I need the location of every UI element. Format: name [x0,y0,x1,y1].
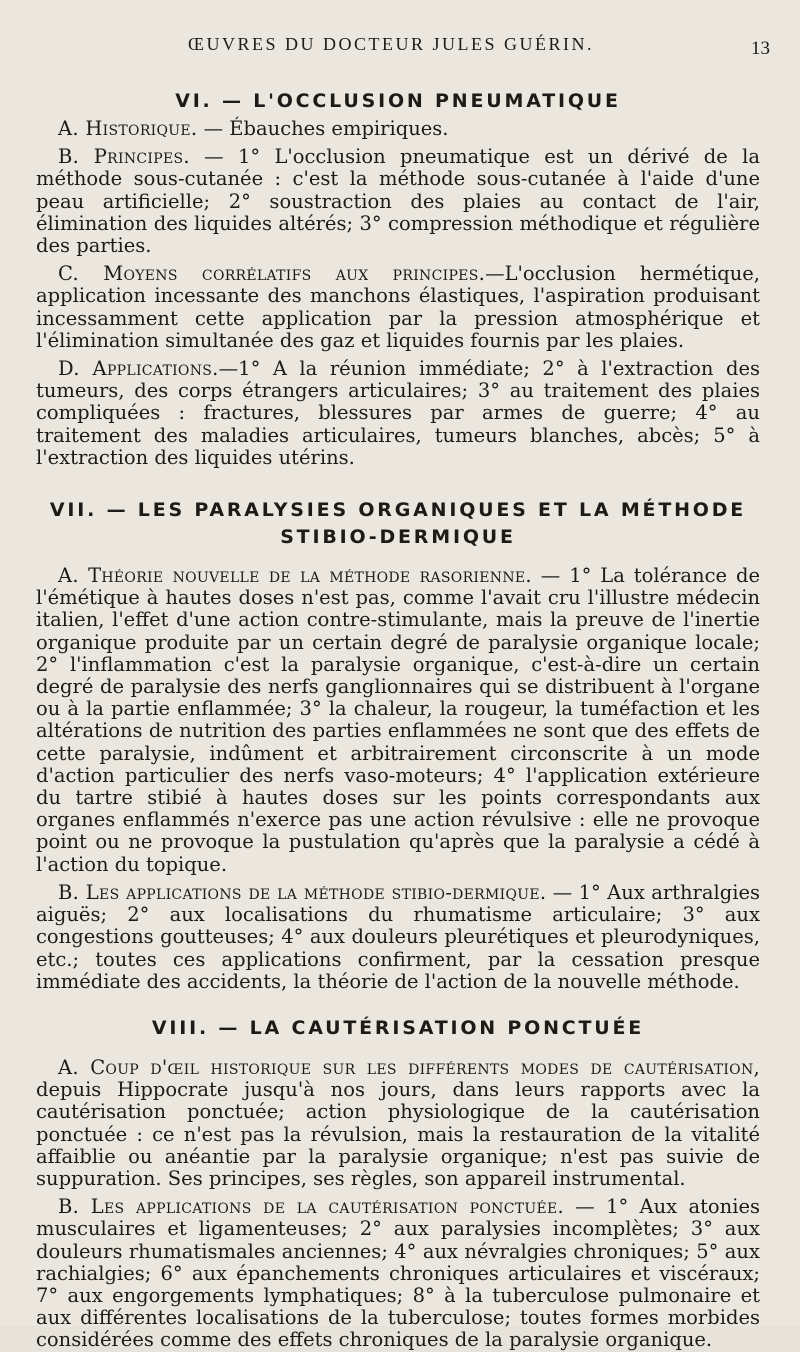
paragraph [36,358,760,469]
running-title: ŒUVRES DU DOCTEUR JULES GUÉRIN. [188,34,595,54]
paragraph-lead: D. Applications. [58,357,219,381]
paragraph-lead: B. Principes. [58,145,190,169]
paragraph [36,565,760,876]
paragraph-lead: B. Les applications de la méthode stibio-dermique. [58,880,547,904]
section-heading-line1: VII. — LES PARALYSIES ORGANIQUES ET LA MÉTHODE [49,499,747,522]
running-head [36,30,770,64]
paragraph [36,1057,760,1190]
paragraph-text: —L'occlusion hermétique, application incessante des manchons élastiques, l'aspiration produisant incessamment cette application par la pression atmosphérique et l'élimination simultanée des gaz et liquides fournis par les plaies. [36,262,761,352]
paragraph [36,146,760,257]
section-heading [36,497,760,551]
paragraph-lead: B. Les applications de la cautérisation ponctuée. [58,1195,565,1219]
section-heading: VI. — L'OCCLUSION PNEUMATIQUE [175,90,621,112]
section-vi [36,88,760,469]
paragraph-lead: A. Historique. [58,117,198,140]
paragraph-text: — 1° Aux arthralgies aiguës; 2° aux localisations du rhumatisme articulaire; 3° aux congestions goutteuses; 4° aux douleurs pleurétiques et pleurodyniques, etc.; toutes ces applications confirment, par la cessation presque immédiate des accidents, la théorie de l'action de la nouvelle méthode. [36,880,760,993]
section-heading: VIII. — LA CAUTÉRISATION PONCTUÉE [151,1016,645,1039]
paragraph-text: — 1° La tolérance de l'émétique à hautes doses n'est pas, comme l'avait cru l'illustre médecin italien, l'effet d'une action contre-stimulante, mais la preuve de l'inertie organique produite par un certain degré de paralysie organique locale; 2° l'inflammation c'est la paralysie organique, c'est-à-dire un certain degré de paralysie des nerfs ganglionnaires qui se distribuent à l'organe ou à la partie enflammée; 3° la chaleur, la rougeur, la tuméfaction et les altérations de nutrition des parties enflammées ne sont que des effets de cette paralysie, indûment et arbitrairement circonscrite à un mode d'action particulier des nerfs vaso-moteurs; 4° l'application extérieure du tartre stibié à hautes doses sur les points correspondants aux organes enflammés n'exerce pas une action révulsive : elle ne provoque point ou ne provoque la pustulation qu'après que la paralysie a cédé à l'action du topique. [36,564,760,876]
paragraph-lead: C. Moyens corrélatifs aux principes. [58,262,486,286]
section-vii [36,497,760,993]
paragraph-text: — 1° Aux atonies musculaires et ligamenteuses; 2° aux paralysies incomplètes; 3° aux douleurs rhumatismales anciennes; 4° aux névralgies chroniques; 5° aux rachialgies; 6° aux épanchements chroniques articulaires et viscéraux; 7° aux engorgements lymphatiques; 8° à la tuberculose pulmonaire et aux différentes localisations de la tuberculose; toutes formes morbides considérées comme des effets chroniques de la paralysie organique. [36,1195,761,1352]
paragraph [36,1196,760,1351]
section-viii [36,1015,760,1352]
paragraph-text: depuis Hippocrate jusqu'à nos jours, dans leurs rapports avec la cautérisation ponctuée; action physiologique de la cautérisation ponctuée : ce n'est pas la révulsion, mais la restauration de la vitalité affaiblie ou anéantie par la paralysie organique; n'est pas suivie de suppuration. Ses principes, ses règles, son appareil instrumental. [36,1078,760,1190]
paragraph-text: — Ébauches empiriques. [197,117,449,140]
paragraph [36,882,760,993]
paragraph [36,263,760,352]
paragraph-text: —1° A la réunion immédiate; 2° à l'extraction des tumeurs, des corps étrangers articulaires; 3° au traitement des plaies compliquées : fractures, blessures par armes de guerre; 4° au traitement des maladies articulaires, tumeurs blanches, abcès; 5° à l'extraction des liquides utérins. [36,357,761,469]
page-number: 13 [751,38,770,59]
paragraph-lead: A. Théorie nouvelle de la méthode rasorienne. [58,564,532,588]
section-heading-line2: STIBIO-DERMIQUE [280,526,516,549]
paragraph [36,118,760,140]
paragraph-text: — 1° L'occlusion pneumatique est un dérivé de la méthode sous-cutanée : c'est la méthode sous-cutanée à l'aide d'une peau artificielle; 2° soustraction des plaies au contact de l'air, élimination des liquides altérés; 3° compression méthodique et régulière des parties. [36,145,760,258]
paragraph-lead: A. Coup d'œil historique sur les différents modes de cautérisation, [58,1055,760,1079]
